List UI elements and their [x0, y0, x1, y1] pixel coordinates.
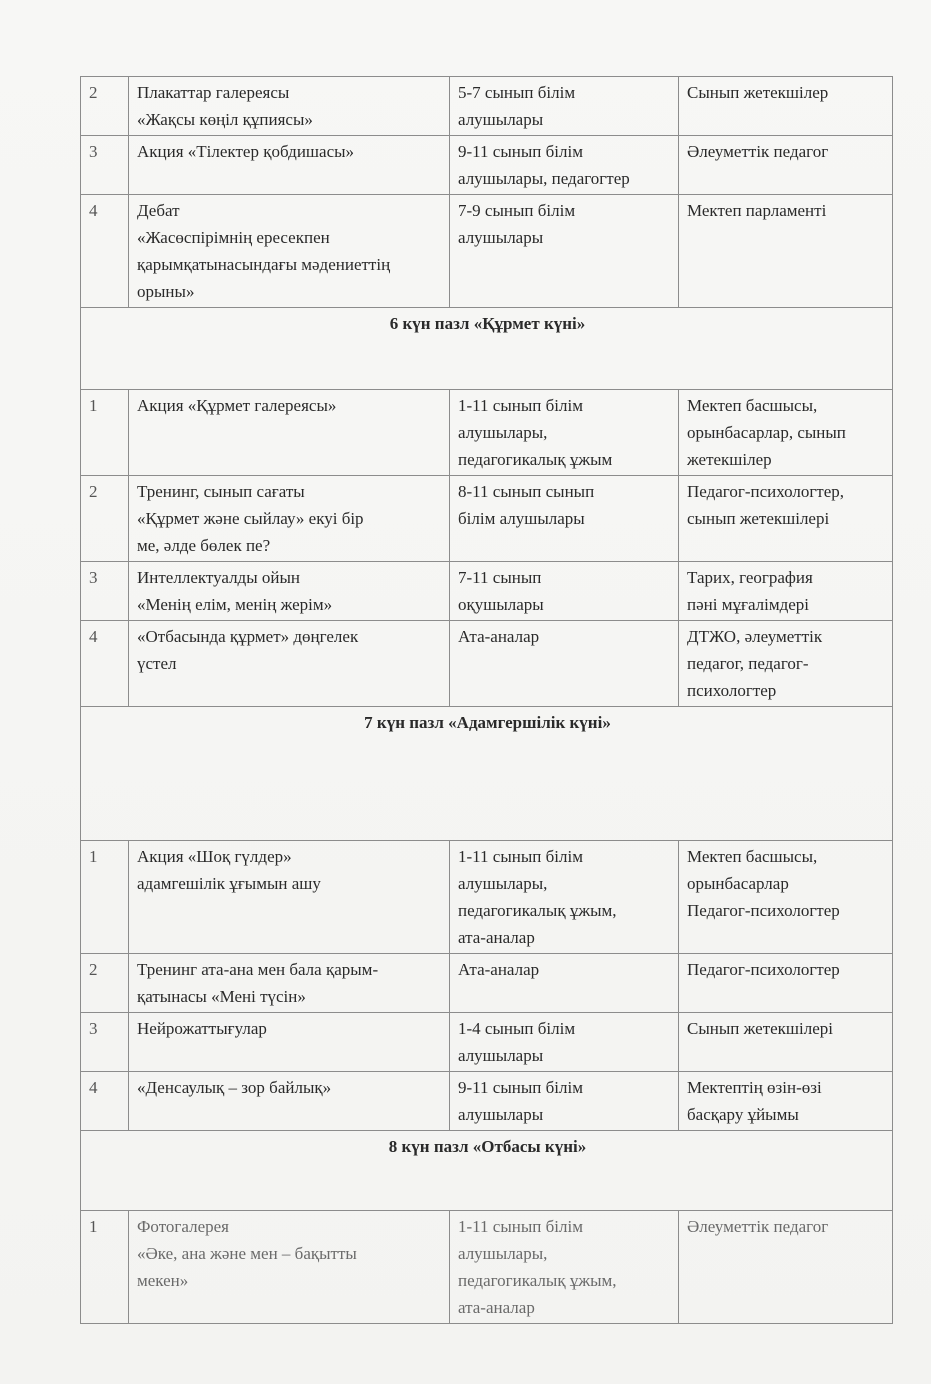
participants-text-line: педагогикалық ұжым,	[458, 1271, 617, 1290]
event-cell	[129, 390, 450, 476]
participants-text-line: 1-11 сынып білім	[458, 847, 583, 866]
participants-cell	[450, 562, 679, 621]
row-number: 4	[81, 195, 129, 308]
responsible-text-line: Әлеуметтік педагог	[687, 142, 829, 161]
row-number: 4	[81, 621, 129, 707]
table-row	[81, 841, 893, 954]
participants-cell	[450, 476, 679, 562]
participants-cell	[450, 1013, 679, 1072]
participants-text-line: алушылары	[458, 228, 544, 247]
participants-text-line: 5-7 сынып білім	[458, 83, 576, 102]
event-text-line: адамгешілік ұғымын ашу	[137, 874, 321, 893]
participants-text-line: Ата-аналар	[458, 627, 540, 646]
event-text-line: «Әке, ана және мен – бақытты	[137, 1244, 357, 1263]
section-title: 7 күн пазл «Адамгершілік күні»	[81, 707, 893, 841]
responsible-cell	[679, 841, 893, 954]
participants-text-line: ата-аналар	[458, 1298, 535, 1317]
table-row	[81, 562, 893, 621]
event-text-line: мекен»	[137, 1271, 189, 1290]
event-text-line: Плакаттар галереясы	[137, 83, 290, 102]
responsible-text-line: сынып жетекшілері	[687, 509, 830, 528]
event-text-line: орыны»	[137, 282, 195, 301]
event-cell	[129, 841, 450, 954]
event-cell	[129, 562, 450, 621]
participants-text-line: алушылары,	[458, 423, 548, 442]
participants-text-line: алушылары, педагогтер	[458, 169, 630, 188]
participants-text-line: 1-11 сынып білім	[458, 1217, 583, 1236]
event-text-line: Интеллектуалды ойын	[137, 568, 300, 587]
event-text-line: Акция «Құрмет галереясы»	[137, 396, 337, 415]
section-header-row	[81, 1131, 893, 1211]
event-text-line: «Құрмет және сыйлау» екуі бір	[137, 509, 364, 528]
row-number: 1	[81, 1211, 129, 1324]
participants-text-line: білім алушылары	[458, 509, 585, 528]
responsible-text-line: Мектеп парламенті	[687, 201, 827, 220]
event-text-line: «Жақсы көңіл құпиясы»	[137, 110, 313, 129]
participants-cell	[450, 954, 679, 1013]
responsible-cell	[679, 77, 893, 136]
section-title: 8 күн пазл «Отбасы күні»	[81, 1131, 893, 1211]
table-row	[81, 195, 893, 308]
event-text-line: Фотогалерея	[137, 1217, 229, 1236]
event-text-line: Тренинг, сынып сағаты	[137, 482, 305, 501]
event-cell	[129, 1211, 450, 1324]
participants-text-line: педагогикалық ұжым,	[458, 901, 617, 920]
event-text-line: Акция «Тілектер қобдишасы»	[137, 142, 355, 161]
responsible-cell	[679, 1211, 893, 1324]
participants-text-line: алушылары	[458, 1105, 544, 1124]
event-text-line: қатынасы «Мені түсін»	[137, 987, 306, 1006]
table-row	[81, 1013, 893, 1072]
event-text-line: Тренинг ата-ана мен бала қарым-	[137, 960, 379, 979]
row-number: 1	[81, 390, 129, 476]
event-cell	[129, 136, 450, 195]
row-number: 2	[81, 476, 129, 562]
responsible-text-line: Педагог-психологтер,	[687, 482, 845, 501]
participants-text-line: ата-аналар	[458, 928, 535, 947]
event-text-line: үстел	[137, 654, 177, 673]
participants-text-line: 9-11 сынып білім	[458, 142, 583, 161]
row-number: 1	[81, 841, 129, 954]
event-text-line: Нейрожаттығулар	[137, 1019, 267, 1038]
responsible-text-line: жетекшілер	[687, 450, 772, 469]
responsible-cell	[679, 1072, 893, 1131]
responsible-cell	[679, 562, 893, 621]
row-number: 3	[81, 1013, 129, 1072]
event-cell	[129, 1013, 450, 1072]
event-text-line: Дебат	[137, 201, 180, 220]
section-header-row	[81, 308, 893, 390]
responsible-text-line: Мектептің өзін-өзі	[687, 1078, 822, 1097]
responsible-cell	[679, 195, 893, 308]
participants-text-line: алушылары	[458, 1046, 544, 1065]
responsible-text-line: Сынып жетекшілері	[687, 1019, 833, 1038]
event-cell	[129, 621, 450, 707]
row-number: 4	[81, 1072, 129, 1131]
participants-text-line: 1-11 сынып білім	[458, 396, 583, 415]
participants-cell	[450, 621, 679, 707]
responsible-text-line: ДТЖО, әлеуметтік	[687, 627, 823, 646]
event-text-line: Акция «Шоқ гүлдер»	[137, 847, 292, 866]
responsible-text-line: Тарих, география	[687, 568, 813, 587]
participants-cell	[450, 390, 679, 476]
event-text-line: ме, әлде бөлек пе?	[137, 536, 271, 555]
participants-cell	[450, 136, 679, 195]
responsible-text-line: Педагог-психологтер	[687, 960, 840, 979]
responsible-cell	[679, 136, 893, 195]
participants-cell	[450, 77, 679, 136]
event-cell	[129, 77, 450, 136]
event-cell	[129, 954, 450, 1013]
participants-text-line: 7-9 сынып білім	[458, 201, 576, 220]
responsible-text-line: Педагог-психологтер	[687, 901, 840, 920]
table-row	[81, 476, 893, 562]
table-row	[81, 621, 893, 707]
participants-text-line: 8-11 сынып сынып	[458, 482, 595, 501]
table-row	[81, 1072, 893, 1131]
participants-text-line: педагогикалық ұжым	[458, 450, 613, 469]
participants-text-line: оқушылары	[458, 595, 544, 614]
section-title: 6 күн пазл «Құрмет күні»	[81, 308, 893, 390]
event-plan-table	[80, 76, 893, 1324]
row-number: 2	[81, 954, 129, 1013]
participants-cell	[450, 841, 679, 954]
event-text-line: «Жасөспірімнің ересекпен	[137, 228, 330, 247]
responsible-cell	[679, 621, 893, 707]
participants-cell	[450, 1211, 679, 1324]
event-text-line: «Отбасында құрмет» дөңгелек	[137, 627, 359, 646]
responsible-cell	[679, 476, 893, 562]
participants-cell	[450, 1072, 679, 1131]
participants-cell	[450, 195, 679, 308]
event-text-line: қарымқатынасындағы мәдениеттің	[137, 255, 391, 274]
table-row	[81, 390, 893, 476]
responsible-cell	[679, 1013, 893, 1072]
responsible-text-line: орынбасарлар	[687, 874, 789, 893]
row-number: 3	[81, 136, 129, 195]
responsible-text-line: Сынып жетекшілер	[687, 83, 829, 102]
event-cell	[129, 476, 450, 562]
table-row	[81, 136, 893, 195]
row-number: 2	[81, 77, 129, 136]
event-text-line: «Денсаулық – зор байлық»	[137, 1078, 332, 1097]
participants-text-line: алушылары,	[458, 1244, 548, 1263]
responsible-text-line: Мектеп басшысы,	[687, 847, 818, 866]
event-text-line: «Менің елім, менің жерім»	[137, 595, 333, 614]
table-row	[81, 954, 893, 1013]
responsible-text-line: орынбасарлар, сынып	[687, 423, 846, 442]
participants-text-line: 7-11 сынып	[458, 568, 542, 587]
participants-text-line: 1-4 сынып білім	[458, 1019, 576, 1038]
participants-text-line: Ата-аналар	[458, 960, 540, 979]
participants-text-line: алушылары	[458, 110, 544, 129]
participants-text-line: алушылары,	[458, 874, 548, 893]
table-row	[81, 1211, 893, 1324]
row-number: 3	[81, 562, 129, 621]
event-cell	[129, 1072, 450, 1131]
responsible-text-line: психологтер	[687, 681, 777, 700]
responsible-text-line: педагог, педагог-	[687, 654, 809, 673]
section-header-row	[81, 707, 893, 841]
responsible-text-line: Мектеп басшысы,	[687, 396, 818, 415]
table-row	[81, 77, 893, 136]
responsible-text-line: Әлеуметтік педагог	[687, 1217, 829, 1236]
responsible-text-line: пәні мұғалімдері	[687, 595, 810, 614]
participants-text-line: 9-11 сынып білім	[458, 1078, 583, 1097]
event-cell	[129, 195, 450, 308]
responsible-cell	[679, 954, 893, 1013]
responsible-text-line: басқару ұйымы	[687, 1105, 799, 1124]
responsible-cell	[679, 390, 893, 476]
